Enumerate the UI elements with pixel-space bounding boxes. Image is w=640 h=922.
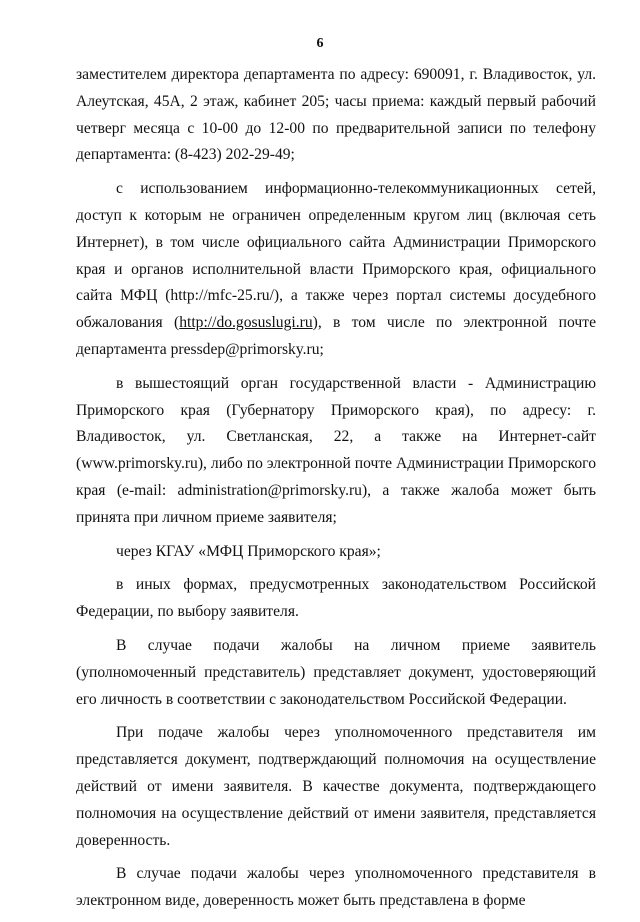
paragraph-other-forms: в иных формах, предусмотренных законодательством Российской Федерации, по выбору заявителя. xyxy=(76,576,596,621)
page-number: 6 xyxy=(316,36,324,51)
paragraph-internet-text-a: с использованием информационно-телекоммуникационных сетей, доступ к которым не ограничен определенным кругом лиц (включая сеть Интернет), в том числе официального сайта Администрации Приморского края и органов исполнительной власти Приморского края, официального сайта МФЦ (http://mfc-25.ru/), а также через портал системы досудебного обжалования ( xyxy=(76,180,596,332)
paragraph-address: заместителем директора департамента по адресу: 690091, г. Владивосток, ул. Алеутская, 45А, 2 этаж, кабинет 205; часы приема: каждый первый рабочий четверг месяца с 10-00 до 12-00 по предварительной записи по телефону департамента: (8-423) 202-29-49; xyxy=(76,66,596,164)
paragraph-higher-authority: в вышестоящий орган государственной власти - Администрацию Приморского края (Губернатору Приморского края), по адресу: г. Владивосток, ул. Светланская, 22, а также на Интернет-сайт (www.primorsky.ru), либо по электронной почте Администрации Приморского края (e-mail: administration@primorsky.ru), а также жалоба может быть принята при личном приеме заявителя; xyxy=(76,374,596,526)
document-body xyxy=(76,62,596,922)
paragraph-mfc: через КГАУ «МФЦ Приморского края»; xyxy=(116,542,381,560)
paragraph-personal-reception: В случае подачи жалобы на личном приеме заявитель (уполномоченный представитель) представляет документ, удостоверяющий его личность в соответствии с законодательством Российской Федерации. xyxy=(76,636,596,708)
paragraph-electronic-representative: В случае подачи жалобы через уполномоченного представителя в электронном виде, доверенность может быть представлена в форме xyxy=(76,865,596,910)
gosuslugi-link[interactable]: http://do.gosuslugi.ru xyxy=(179,314,313,332)
paragraph-representative: При подаче жалобы через уполномоченного представителя им представляется документ, подтверждающий полномочия на осуществление действий от имени заявителя. В качестве документа, подтверждающего полномочия на осуществление действий от имени заявителя, представляется доверенность. xyxy=(76,724,596,849)
paragraph-internet xyxy=(76,176,596,364)
paragraph-internet-text-b: ), в том числе по электронной почте департамента pressdep@primorsky.ru; xyxy=(76,314,596,358)
